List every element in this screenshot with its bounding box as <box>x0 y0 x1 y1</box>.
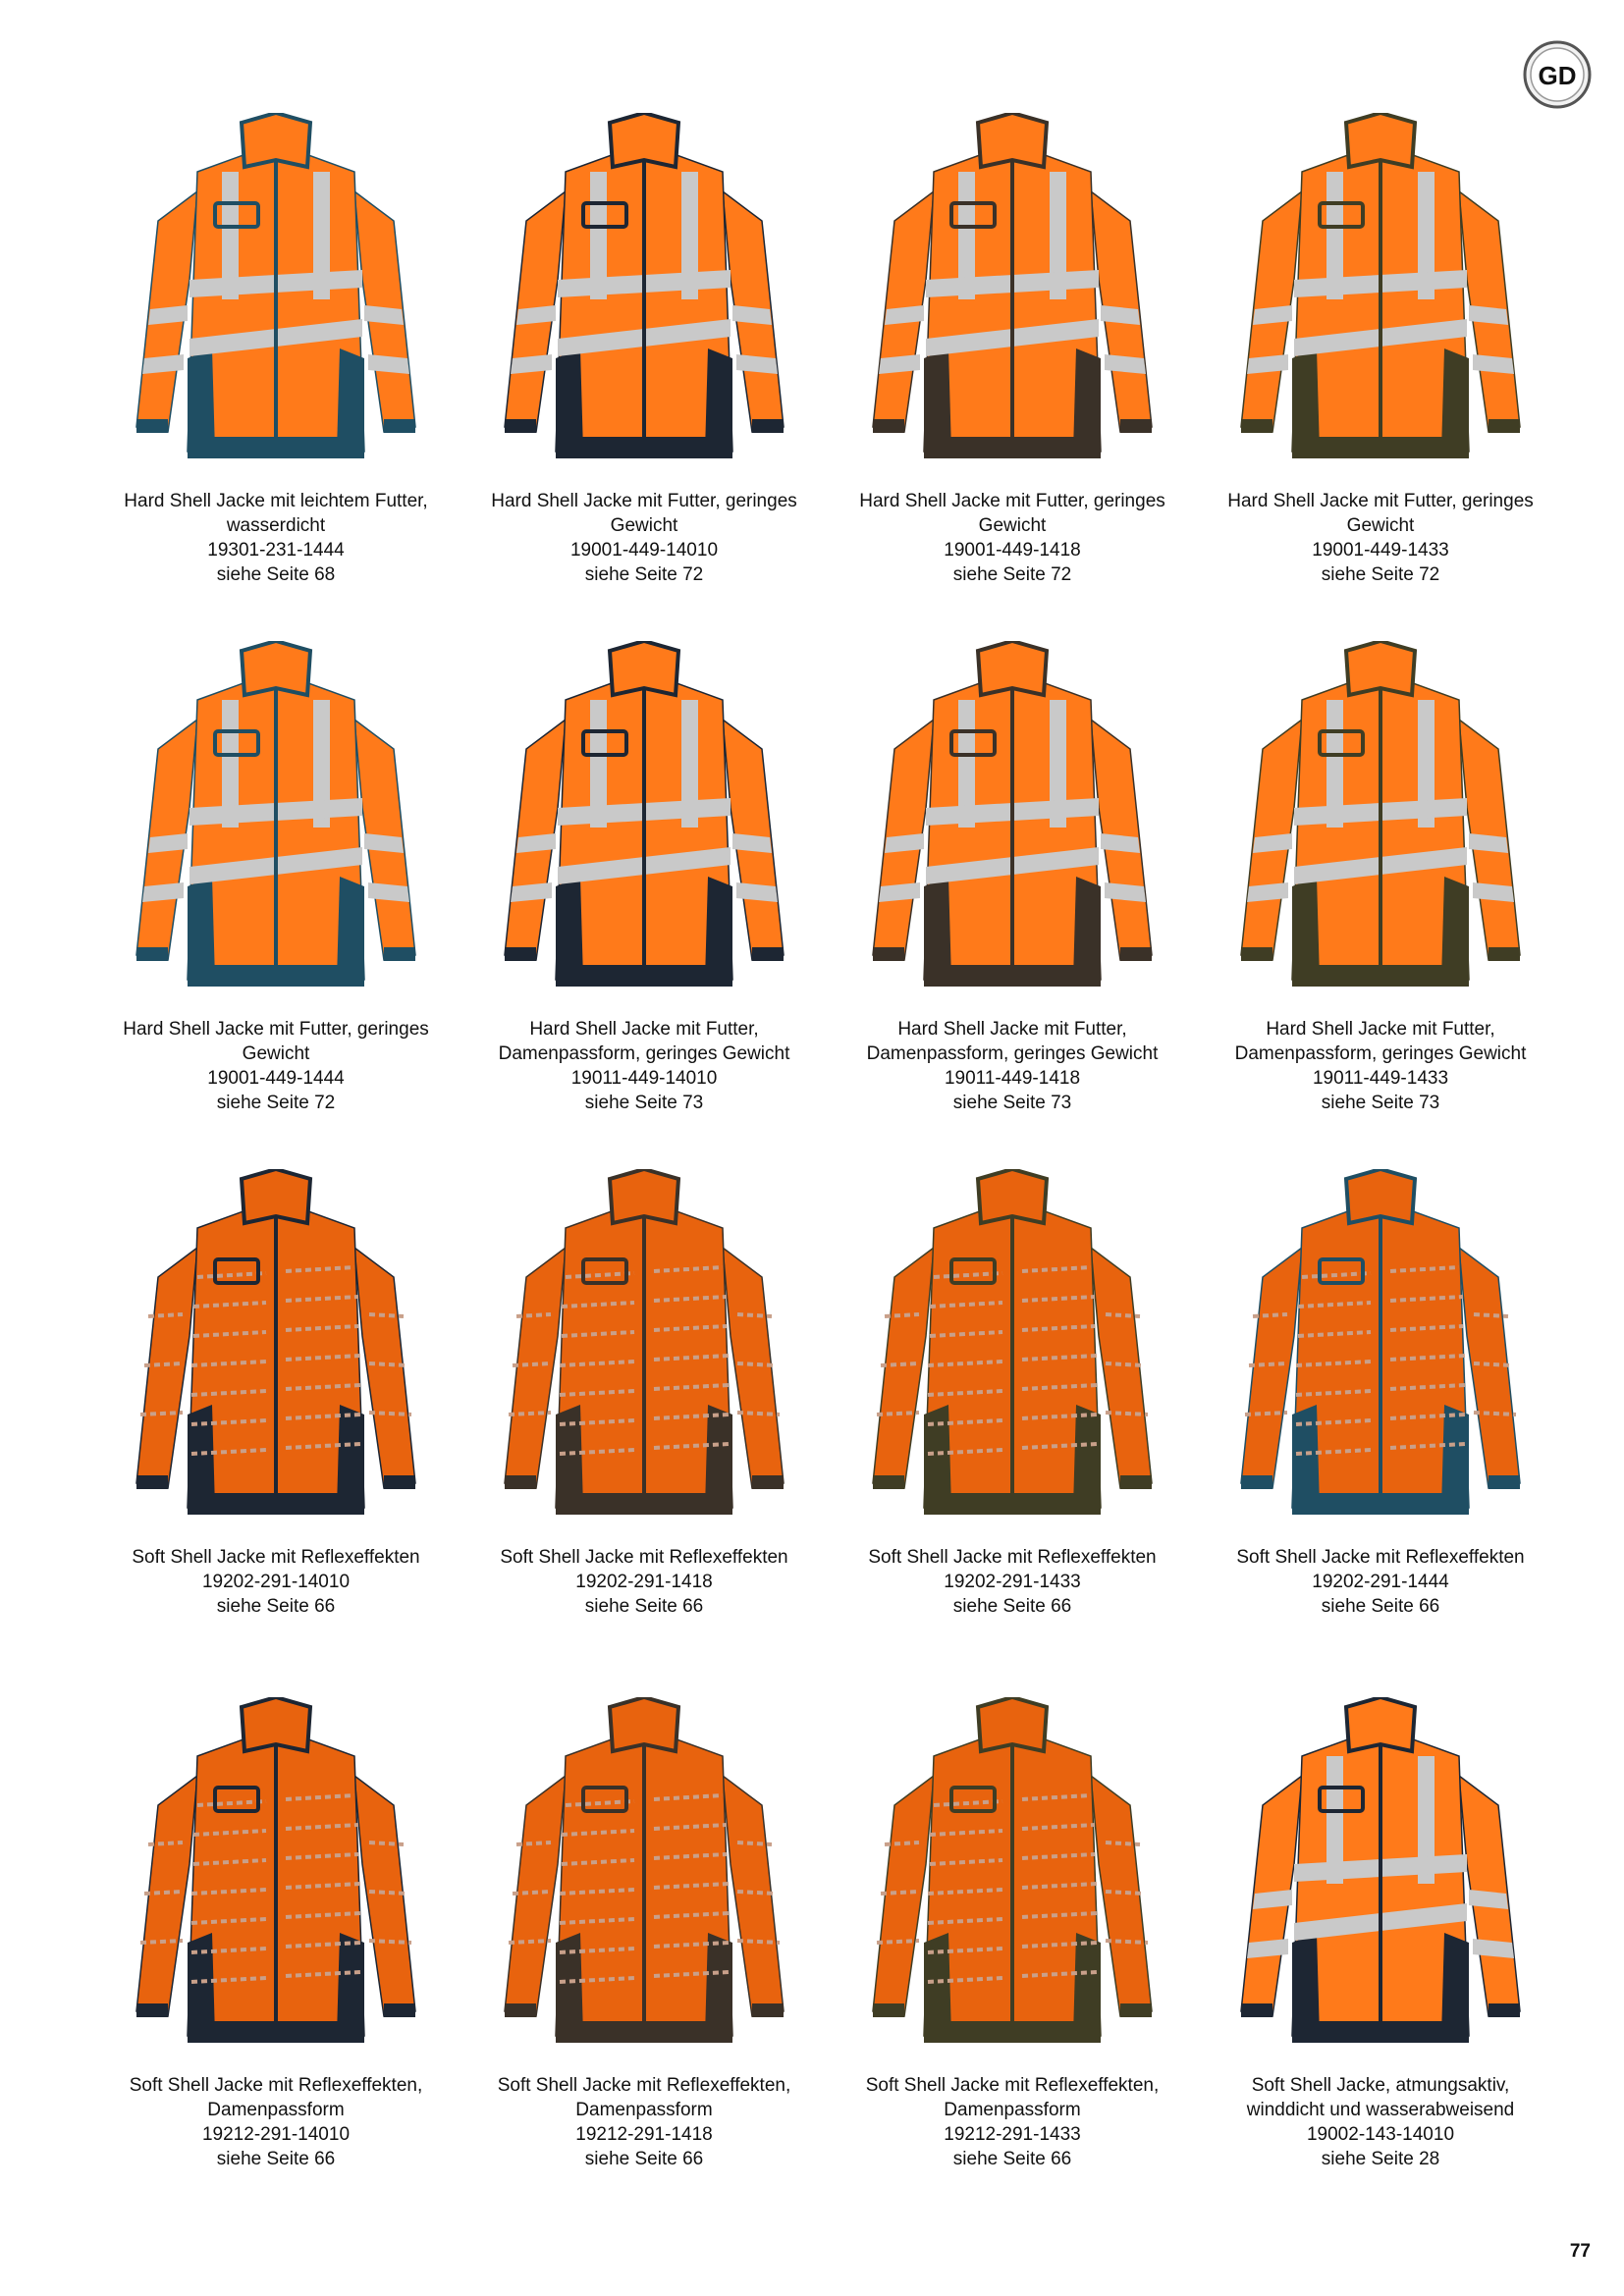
jacket-image <box>129 1169 423 1542</box>
product-title: Hard Shell Jacke mit Futter, <box>1266 1019 1495 1040</box>
product-card[interactable] <box>830 113 1195 641</box>
product-title: Hard Shell Jacke mit Futter, geringes <box>859 491 1165 511</box>
product-caption <box>1198 2073 1563 2171</box>
gd-brand-logo <box>1522 39 1593 110</box>
page-reference: siehe Seite 68 <box>216 564 336 585</box>
page-reference: siehe Seite 66 <box>952 2149 1072 2169</box>
product-caption <box>93 2073 459 2171</box>
product-card[interactable] <box>93 641 459 1169</box>
page-number: 77 <box>1569 2241 1591 2262</box>
product-card[interactable] <box>461 113 827 641</box>
product-title: Soft Shell Jacke mit Reflexeffekten <box>1236 1547 1525 1568</box>
product-card[interactable] <box>1198 641 1563 1169</box>
jacket-image <box>129 113 423 486</box>
product-code: 19001-449-1444 <box>207 1068 345 1089</box>
product-card[interactable] <box>830 1697 1195 2225</box>
product-subtitle: wasserdicht <box>226 515 326 536</box>
product-caption <box>830 1545 1195 1619</box>
jacket-image <box>497 1169 791 1542</box>
page-reference: siehe Seite 66 <box>216 1596 336 1617</box>
page-reference: siehe Seite 66 <box>584 1596 704 1617</box>
product-caption <box>93 489 459 587</box>
product-caption <box>461 1545 827 1619</box>
product-title: Soft Shell Jacke mit Reflexeffekten <box>868 1547 1157 1568</box>
jacket-image <box>865 1169 1160 1542</box>
product-grid <box>93 113 1556 2225</box>
product-code: 19011-449-14010 <box>570 1068 718 1089</box>
jacket-image <box>1233 641 1528 1014</box>
jacket-image <box>865 113 1160 486</box>
product-card[interactable] <box>1198 113 1563 641</box>
product-title: Hard Shell Jacke mit Futter, <box>897 1019 1127 1040</box>
product-subtitle: winddicht und wasserabweisend <box>1246 2100 1515 2120</box>
jacket-image <box>1233 113 1528 486</box>
product-caption <box>461 489 827 587</box>
product-subtitle: Damenpassform, geringes Gewicht <box>498 1043 790 1064</box>
page-reference: siehe Seite 66 <box>216 2149 336 2169</box>
product-caption <box>830 1017 1195 1115</box>
product-code: 19202-291-1433 <box>944 1572 1081 1592</box>
product-title: Soft Shell Jacke mit Reflexeffekten, <box>129 2075 423 2096</box>
page-reference: siehe Seite 72 <box>1321 564 1440 585</box>
product-code: 19001-449-1418 <box>944 540 1081 561</box>
jacket-image <box>865 1697 1160 2070</box>
product-title: Hard Shell Jacke mit Futter, geringes <box>1227 491 1534 511</box>
product-title: Hard Shell Jacke mit Futter, geringes <box>123 1019 429 1040</box>
product-caption <box>93 1017 459 1115</box>
product-row <box>93 641 1556 1169</box>
product-card[interactable] <box>1198 1169 1563 1697</box>
page-reference: siehe Seite 72 <box>952 564 1072 585</box>
product-card[interactable] <box>93 1697 459 2225</box>
product-title: Hard Shell Jacke mit Futter, <box>529 1019 759 1040</box>
product-subtitle: Damenpassform, geringes Gewicht <box>866 1043 1159 1064</box>
product-subtitle: Damenpassform <box>207 2100 345 2120</box>
jacket-image <box>1233 1169 1528 1542</box>
product-title: Soft Shell Jacke mit Reflexeffekten, <box>865 2075 1160 2096</box>
page-reference: siehe Seite 73 <box>1321 1093 1440 1113</box>
product-card[interactable] <box>93 1169 459 1697</box>
product-row <box>93 113 1556 641</box>
page-reference: siehe Seite 73 <box>584 1093 704 1113</box>
product-caption <box>830 2073 1195 2171</box>
product-code: 19202-291-1418 <box>575 1572 713 1592</box>
product-card[interactable] <box>830 641 1195 1169</box>
product-subtitle: Damenpassform <box>944 2100 1081 2120</box>
product-caption <box>830 489 1195 587</box>
jacket-image <box>497 641 791 1014</box>
product-subtitle: Damenpassform, geringes Gewicht <box>1234 1043 1527 1064</box>
page-reference: siehe Seite 73 <box>952 1093 1072 1113</box>
product-code: 19202-291-14010 <box>201 1572 351 1592</box>
product-code: 19011-449-1418 <box>944 1068 1081 1089</box>
page-reference: siehe Seite 28 <box>1321 2149 1440 2169</box>
product-subtitle: Damenpassform <box>575 2100 713 2120</box>
page-reference: siehe Seite 72 <box>216 1093 336 1113</box>
page-reference: siehe Seite 72 <box>584 564 704 585</box>
page-reference: siehe Seite 66 <box>584 2149 704 2169</box>
product-code: 19001-449-1433 <box>1312 540 1449 561</box>
product-code: 19001-449-14010 <box>569 540 719 561</box>
product-caption <box>1198 1017 1563 1115</box>
product-card[interactable] <box>830 1169 1195 1697</box>
product-caption <box>1198 1545 1563 1619</box>
jacket-image <box>129 641 423 1014</box>
jacket-image <box>497 1697 791 2070</box>
product-code: 19301-231-1444 <box>207 540 345 561</box>
product-subtitle: Gewicht <box>610 515 678 536</box>
product-caption <box>461 2073 827 2171</box>
product-title: Soft Shell Jacke mit Reflexeffekten <box>132 1547 420 1568</box>
product-row <box>93 1169 1556 1697</box>
product-card[interactable] <box>461 1169 827 1697</box>
product-caption <box>461 1017 827 1115</box>
product-caption <box>93 1545 459 1619</box>
product-subtitle: Gewicht <box>978 515 1047 536</box>
product-row <box>93 1697 1556 2225</box>
product-code: 19212-291-1433 <box>944 2124 1081 2145</box>
jacket-image <box>1233 1697 1528 2070</box>
product-caption <box>1198 489 1563 587</box>
product-card[interactable] <box>461 1697 827 2225</box>
jacket-image <box>865 641 1160 1014</box>
logo-text: GD <box>1538 61 1577 90</box>
product-subtitle: Gewicht <box>242 1043 310 1064</box>
product-code: 19011-449-1433 <box>1312 1068 1449 1089</box>
product-title: Soft Shell Jacke mit Reflexeffekten, <box>497 2075 791 2096</box>
product-subtitle: Gewicht <box>1346 515 1415 536</box>
product-title: Soft Shell Jacke mit Reflexeffekten <box>500 1547 788 1568</box>
product-code: 19002-143-14010 <box>1306 2124 1455 2145</box>
product-title: Soft Shell Jacke, atmungsaktiv, <box>1251 2075 1510 2096</box>
page-reference: siehe Seite 66 <box>952 1596 1072 1617</box>
product-card[interactable] <box>1198 1697 1563 2225</box>
product-code: 19212-291-14010 <box>201 2124 351 2145</box>
product-title: Hard Shell Jacke mit leichtem Futter, <box>124 491 428 511</box>
jacket-image <box>129 1697 423 2070</box>
page-reference: siehe Seite 66 <box>1321 1596 1440 1617</box>
product-card[interactable] <box>93 113 459 641</box>
jacket-image <box>497 113 791 486</box>
product-code: 19202-291-1444 <box>1312 1572 1449 1592</box>
product-title: Hard Shell Jacke mit Futter, geringes <box>491 491 797 511</box>
product-code: 19212-291-1418 <box>575 2124 713 2145</box>
product-card[interactable] <box>461 641 827 1169</box>
